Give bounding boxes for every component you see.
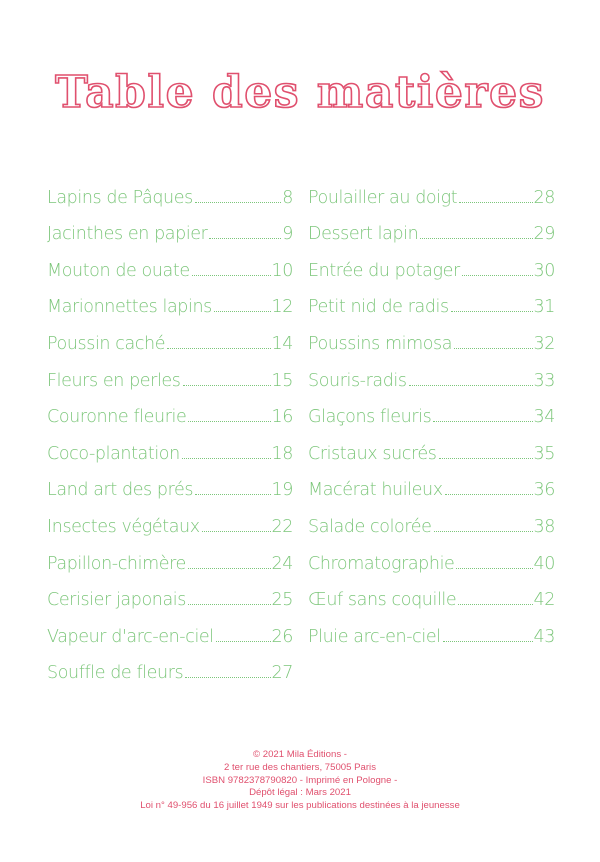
toc-entry[interactable] bbox=[308, 427, 555, 464]
toc-entry[interactable] bbox=[47, 500, 293, 537]
toc-entry-page: 18 bbox=[271, 443, 293, 464]
toc-entry-label: Cerisier japonais bbox=[47, 590, 186, 611]
dot-leader bbox=[433, 421, 532, 422]
dot-leader bbox=[443, 641, 533, 642]
toc-entry[interactable] bbox=[308, 171, 555, 208]
toc-entry-label: Souris-radis bbox=[308, 370, 407, 391]
toc-entry-page: 43 bbox=[533, 626, 555, 647]
toc-entry-page: 34 bbox=[533, 407, 555, 428]
toc-entry-page: 22 bbox=[271, 516, 293, 537]
toc-entry[interactable] bbox=[47, 391, 293, 428]
toc-entry-label: Dessert lapin bbox=[308, 224, 419, 245]
toc-entry-label: Entrée du potager bbox=[308, 260, 460, 281]
toc-entry-page: 25 bbox=[271, 590, 293, 611]
toc-entry-label: Chromatographie bbox=[308, 553, 455, 574]
toc-entry[interactable] bbox=[308, 208, 555, 245]
toc-entry-page: 31 bbox=[533, 297, 555, 318]
toc-entry-label: Cristaux sucrés bbox=[308, 443, 437, 464]
toc-entry[interactable] bbox=[308, 354, 555, 391]
colophon bbox=[0, 749, 600, 813]
dot-leader bbox=[451, 311, 533, 312]
toc-entry[interactable] bbox=[47, 427, 293, 464]
dot-leader bbox=[195, 494, 270, 495]
toc-entry[interactable] bbox=[308, 537, 555, 574]
toc-entry-label: Poussin caché bbox=[47, 333, 166, 354]
toc-entry-page: 30 bbox=[533, 260, 555, 281]
toc-entry[interactable] bbox=[47, 244, 293, 281]
toc-entry-page: 14 bbox=[271, 333, 293, 354]
dot-leader bbox=[409, 385, 533, 386]
toc-entry[interactable] bbox=[308, 391, 555, 428]
toc-entry-label: Marionnettes lapins bbox=[47, 297, 212, 318]
toc-entry-page: 33 bbox=[533, 370, 555, 391]
toc-entry-label: Couronne fleurie bbox=[47, 407, 187, 428]
dot-leader bbox=[434, 531, 533, 532]
dot-leader bbox=[192, 275, 271, 276]
dot-leader bbox=[420, 238, 532, 239]
dot-leader bbox=[209, 238, 281, 239]
toc-entry-label: Land art des prés bbox=[47, 480, 194, 501]
toc-entry[interactable] bbox=[308, 574, 555, 611]
toc-entry[interactable] bbox=[47, 281, 293, 318]
toc-entry-page: 28 bbox=[533, 187, 555, 208]
toc-entry[interactable] bbox=[308, 500, 555, 537]
toc-entry[interactable] bbox=[47, 208, 293, 245]
toc-entry[interactable] bbox=[47, 610, 293, 647]
dot-leader bbox=[183, 385, 271, 386]
toc-entry-label: Petit nid de radis bbox=[308, 297, 449, 318]
toc-entry-label: Macérat huileux bbox=[308, 480, 443, 501]
dot-leader bbox=[458, 604, 532, 605]
toc-entry-page: 24 bbox=[271, 553, 293, 574]
toc-entry-label: Pluie arc-en-ciel bbox=[308, 626, 441, 647]
toc-entry-label: Jacinthes en papier bbox=[47, 224, 208, 245]
dot-leader bbox=[439, 458, 533, 459]
toc-entry[interactable] bbox=[47, 647, 293, 684]
toc-entry-label: Vapeur d'arc-en-ciel bbox=[47, 626, 214, 647]
toc-right-column bbox=[308, 171, 555, 647]
toc-entry-label: Glaçons fleuris bbox=[308, 407, 432, 428]
colophon-address: 2 ter rue des chantiers, 75005 Paris bbox=[224, 761, 376, 773]
dot-leader bbox=[195, 202, 281, 203]
toc-left-column bbox=[47, 171, 293, 683]
toc-entry-label: Lapins de Pâques bbox=[47, 187, 193, 208]
toc-entry-page: 19 bbox=[271, 480, 293, 501]
toc-entry-page: 32 bbox=[533, 333, 555, 354]
dot-leader bbox=[445, 494, 533, 495]
toc-entry-page: 42 bbox=[533, 590, 555, 611]
toc-entry[interactable] bbox=[308, 464, 555, 501]
toc-entry-label: Salade colorée bbox=[308, 516, 432, 537]
toc-entry-page: 16 bbox=[271, 407, 293, 428]
colophon-isbn: ISBN 9782378790820 - Imprimé en Pologne - bbox=[202, 774, 398, 786]
toc-entry[interactable] bbox=[47, 171, 293, 208]
toc-entry-page: 36 bbox=[533, 480, 555, 501]
dot-leader bbox=[182, 458, 271, 459]
toc-entry-page: 26 bbox=[271, 626, 293, 647]
toc-entry-label: Papillon-chimère bbox=[47, 553, 186, 574]
toc-entry[interactable] bbox=[47, 464, 293, 501]
toc-entry[interactable] bbox=[47, 574, 293, 611]
toc-entry[interactable] bbox=[47, 354, 293, 391]
colophon-law: Loi n° 49-956 du 16 juillet 1949 sur les publications destinées à la jeunesse bbox=[140, 800, 460, 812]
toc-entry[interactable] bbox=[308, 317, 555, 354]
toc-entry[interactable] bbox=[47, 537, 293, 574]
dot-leader bbox=[188, 604, 271, 605]
toc-entry-label: Insectes végétaux bbox=[47, 516, 200, 537]
toc-entry[interactable] bbox=[308, 244, 555, 281]
dot-leader bbox=[459, 202, 532, 203]
colophon-legal-deposit: Dépôt légal : Mars 2021 bbox=[249, 787, 351, 799]
dot-leader bbox=[456, 568, 532, 569]
toc-entry-page: 40 bbox=[533, 553, 555, 574]
toc-entry-label: Coco-plantation bbox=[47, 443, 180, 464]
toc-entry-page: 9 bbox=[282, 224, 293, 245]
dot-leader bbox=[188, 421, 270, 422]
dot-leader bbox=[167, 348, 270, 349]
dot-leader bbox=[185, 677, 270, 678]
toc-entry-page: 8 bbox=[282, 187, 293, 208]
colophon-copyright: © 2021 Mila Éditions - bbox=[253, 749, 347, 760]
toc-entry[interactable] bbox=[308, 281, 555, 318]
dot-leader bbox=[454, 348, 532, 349]
toc-entry-label: Fleurs en perles bbox=[47, 370, 181, 391]
toc-entry-page: 35 bbox=[533, 443, 555, 464]
toc-entry[interactable] bbox=[47, 317, 293, 354]
toc-entry-label: Œuf sans coquille bbox=[308, 590, 457, 611]
page-title: Table des matières bbox=[55, 67, 545, 119]
toc-entry-page: 38 bbox=[533, 516, 555, 537]
toc-entry-label: Souffle de fleurs bbox=[47, 663, 184, 684]
dot-leader bbox=[214, 311, 271, 312]
toc-entry[interactable] bbox=[308, 610, 555, 647]
toc-entry-page: 10 bbox=[271, 260, 293, 281]
toc-entry-page: 15 bbox=[271, 370, 293, 391]
dot-leader bbox=[202, 531, 271, 532]
toc-entry-label: Poulailler au doigt bbox=[308, 187, 458, 208]
dot-leader bbox=[462, 275, 533, 276]
toc-entry-page: 12 bbox=[271, 297, 293, 318]
toc-entry-label: Poussins mimosa bbox=[308, 333, 453, 354]
toc-entry-page: 27 bbox=[271, 663, 293, 684]
toc-entry-page: 29 bbox=[533, 224, 555, 245]
dot-leader bbox=[188, 568, 271, 569]
toc-entry-label: Mouton de ouate bbox=[47, 260, 190, 281]
dot-leader bbox=[216, 641, 271, 642]
